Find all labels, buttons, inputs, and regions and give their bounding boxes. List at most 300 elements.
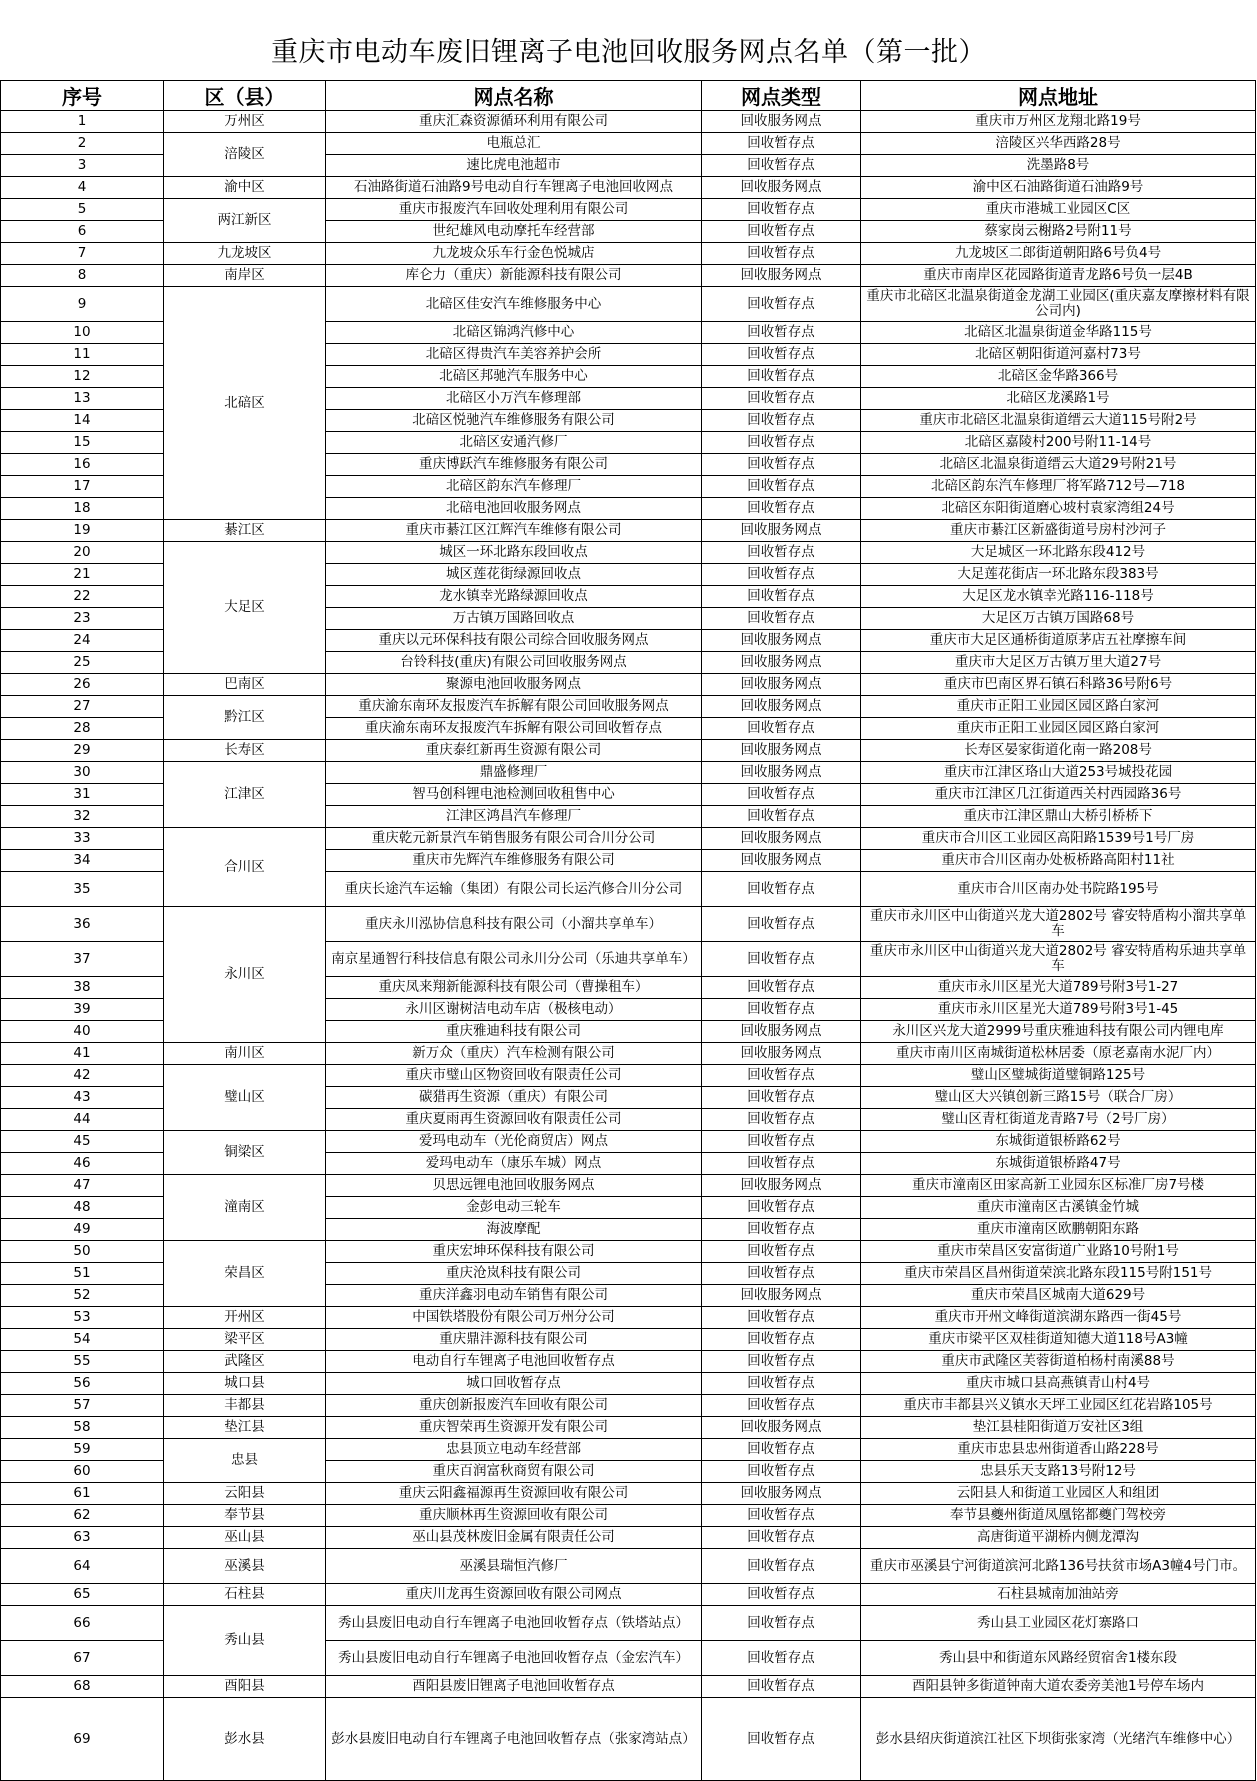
- cell-site-type: 回收暂存点: [702, 1219, 861, 1241]
- cell-site-address: 重庆市潼南区田家高新工业园东区标准厂房7号楼: [861, 1175, 1256, 1197]
- cell-site-type: 回收暂存点: [702, 1087, 861, 1109]
- cell-district: 涪陵区: [164, 133, 326, 177]
- cell-serial-number: 7: [1, 243, 164, 265]
- cell-site-name: 万古镇万国路回收点: [326, 608, 702, 630]
- cell-site-type: 回收服务网点: [702, 265, 861, 287]
- cell-district: 铜梁区: [164, 1131, 326, 1175]
- cell-site-name: 北碚区邦驰汽车服务中心: [326, 366, 702, 388]
- cell-site-address: 重庆市合川区南办处书院路195号: [861, 872, 1256, 907]
- cell-district: 黔江区: [164, 696, 326, 740]
- cell-district: 万州区: [164, 111, 326, 133]
- cell-site-address: 重庆市万州区龙翔北路19号: [861, 111, 1256, 133]
- cell-site-address: 重庆市开州文峰街道滨湖东路西一街45号: [861, 1307, 1256, 1329]
- cell-serial-number: 19: [1, 520, 164, 542]
- cell-serial-number: 10: [1, 322, 164, 344]
- cell-site-type: 回收暂存点: [702, 1461, 861, 1483]
- cell-site-type: 回收服务网点: [702, 1021, 861, 1043]
- cell-site-type: 回收服务网点: [702, 630, 861, 652]
- cell-site-address: 大足区万古镇万国路68号: [861, 608, 1256, 630]
- cell-site-address: 北碚区朝阳街道河嘉村73号: [861, 344, 1256, 366]
- table-row: [1, 243, 1256, 265]
- table-row: [1, 1307, 1256, 1329]
- cell-site-address: 重庆市南川区南城街道松林居委（原老嘉南水泥厂内）: [861, 1043, 1256, 1065]
- cell-site-address: 重庆市荣昌区昌州街道荣滨北路东段115号附151号: [861, 1263, 1256, 1285]
- cell-district: 渝中区: [164, 177, 326, 199]
- cell-district: 梁平区: [164, 1329, 326, 1351]
- cell-site-name: 彭水县废旧电动自行车锂离子电池回收暂存点（张家湾站点）: [326, 1698, 702, 1781]
- cell-site-type: 回收服务网点: [702, 1417, 861, 1439]
- table-row: [1, 199, 1256, 221]
- cell-serial-number: 41: [1, 1043, 164, 1065]
- cell-serial-number: 66: [1, 1606, 164, 1641]
- cell-site-name: 重庆雅迪科技有限公司: [326, 1021, 702, 1043]
- table-row: [1, 740, 1256, 762]
- table-row: [1, 1584, 1256, 1606]
- cell-site-address: 北碚区北温泉街道缙云大道29号附21号: [861, 454, 1256, 476]
- cell-site-type: 回收服务网点: [702, 674, 861, 696]
- cell-serial-number: 25: [1, 652, 164, 674]
- cell-serial-number: 53: [1, 1307, 164, 1329]
- cell-site-name: 贝思远锂电池回收服务网点: [326, 1175, 702, 1197]
- cell-district: 巫溪县: [164, 1549, 326, 1584]
- cell-site-type: 回收暂存点: [702, 1549, 861, 1584]
- cell-site-address: 北碚区北温泉街道金华路115号: [861, 322, 1256, 344]
- cell-site-name: 爱玛电动车（康乐车城）网点: [326, 1153, 702, 1175]
- cell-site-type: 回收暂存点: [702, 1263, 861, 1285]
- cell-district: 长寿区: [164, 740, 326, 762]
- cell-site-type: 回收暂存点: [702, 199, 861, 221]
- table-row: [1, 1527, 1256, 1549]
- cell-serial-number: 34: [1, 850, 164, 872]
- cell-district: 北碚区: [164, 287, 326, 520]
- cell-district: 荣昌区: [164, 1241, 326, 1307]
- cell-site-address: 重庆市武隆区芙蓉街道柏杨村南溪88号: [861, 1351, 1256, 1373]
- cell-site-name: 重庆云阳鑫福源再生资源回收有限公司: [326, 1483, 702, 1505]
- cell-serial-number: 1: [1, 111, 164, 133]
- cell-site-address: 重庆市正阳工业园区园区路白家河: [861, 718, 1256, 740]
- cell-site-address: 垫江县桂阳街道万安社区3组: [861, 1417, 1256, 1439]
- cell-serial-number: 23: [1, 608, 164, 630]
- cell-site-type: 回收暂存点: [702, 476, 861, 498]
- cell-site-type: 回收暂存点: [702, 977, 861, 999]
- cell-site-type: 回收暂存点: [702, 388, 861, 410]
- cell-site-name: 重庆汇森资源循环利用有限公司: [326, 111, 702, 133]
- cell-site-type: 回收服务网点: [702, 652, 861, 674]
- table-row: [1, 265, 1256, 287]
- cell-serial-number: 17: [1, 476, 164, 498]
- cell-serial-number: 63: [1, 1527, 164, 1549]
- cell-site-name: 重庆鼎沣源科技有限公司: [326, 1329, 702, 1351]
- cell-serial-number: 9: [1, 287, 164, 322]
- cell-site-address: 蔡家岗云榭路2号附11号: [861, 221, 1256, 243]
- cell-district: 綦江区: [164, 520, 326, 542]
- cell-site-name: 电动自行车锂离子电池回收暂存点: [326, 1351, 702, 1373]
- cell-site-address: 东城街道银桥路47号: [861, 1153, 1256, 1175]
- cell-district: 忠县: [164, 1439, 326, 1483]
- cell-site-address: 重庆市合川区南办处板桥路高阳村11社: [861, 850, 1256, 872]
- cell-serial-number: 33: [1, 828, 164, 850]
- cell-district: 丰都县: [164, 1395, 326, 1417]
- cell-site-type: 回收服务网点: [702, 520, 861, 542]
- cell-site-name: 秀山县废旧电动自行车锂离子电池回收暂存点（铁塔站点）: [326, 1606, 702, 1641]
- cell-serial-number: 38: [1, 977, 164, 999]
- table-row: [1, 1676, 1256, 1698]
- table-row: [1, 762, 1256, 784]
- cell-site-name: 重庆创新报废汽车回收有限公司: [326, 1395, 702, 1417]
- cell-site-type: 回收暂存点: [702, 872, 861, 907]
- cell-serial-number: 46: [1, 1153, 164, 1175]
- cell-district: 奉节县: [164, 1505, 326, 1527]
- cell-site-type: 回收服务网点: [702, 1043, 861, 1065]
- cell-district: 江津区: [164, 762, 326, 828]
- cell-serial-number: 24: [1, 630, 164, 652]
- cell-site-name: 重庆乾元新景汽车销售服务有限公司合川分公司: [326, 828, 702, 850]
- cell-site-name: 巫溪县瑞恒汽修厂: [326, 1549, 702, 1584]
- cell-site-address: 忠县乐天支路13号附12号: [861, 1461, 1256, 1483]
- cell-site-name: 碳猎再生资源（重庆）有限公司: [326, 1087, 702, 1109]
- cell-site-type: 回收暂存点: [702, 907, 861, 942]
- cell-site-name: 重庆长途汽车运输（集团）有限公司长运汽修合川分公司: [326, 872, 702, 907]
- cell-site-name: 重庆泰红新再生资源有限公司: [326, 740, 702, 762]
- cell-site-type: 回收服务网点: [702, 696, 861, 718]
- cell-site-type: 回收服务网点: [702, 1483, 861, 1505]
- cell-site-name: 爱玛电动车（光伦商贸店）网点: [326, 1131, 702, 1153]
- cell-site-type: 回收暂存点: [702, 366, 861, 388]
- cell-serial-number: 47: [1, 1175, 164, 1197]
- cell-district: 大足区: [164, 542, 326, 674]
- cell-district: 巫山县: [164, 1527, 326, 1549]
- cell-site-name: 北碚区小万汽车修理部: [326, 388, 702, 410]
- cell-serial-number: 6: [1, 221, 164, 243]
- cell-site-address: 重庆市大足区万古镇万里大道27号: [861, 652, 1256, 674]
- header-site-type: 网点类型: [702, 81, 861, 111]
- cell-serial-number: 67: [1, 1641, 164, 1676]
- table-row: [1, 1606, 1256, 1641]
- cell-site-type: 回收暂存点: [702, 1676, 861, 1698]
- cell-site-name: 重庆博跃汽车维修服务有限公司: [326, 454, 702, 476]
- cell-district: 南川区: [164, 1043, 326, 1065]
- cell-site-name: 台铃科技(重庆)有限公司回收服务网点: [326, 652, 702, 674]
- cell-site-type: 回收暂存点: [702, 784, 861, 806]
- cell-site-type: 回收暂存点: [702, 243, 861, 265]
- cell-site-name: 北碚电池回收服务网点: [326, 498, 702, 520]
- cell-site-type: 回收服务网点: [702, 828, 861, 850]
- cell-site-type: 回收服务网点: [702, 111, 861, 133]
- cell-serial-number: 14: [1, 410, 164, 432]
- table-row: [1, 1065, 1256, 1087]
- cell-site-type: 回收暂存点: [702, 432, 861, 454]
- cell-site-address: 重庆市潼南区古溪镇金竹城: [861, 1197, 1256, 1219]
- cell-site-address: 重庆市北碚区北温泉街道缙云大道115号附2号: [861, 410, 1256, 432]
- recycling-sites-table: [0, 80, 1256, 1781]
- cell-site-type: 回收暂存点: [702, 1197, 861, 1219]
- cell-site-address: 重庆市荣昌区安富街道广业路10号附1号: [861, 1241, 1256, 1263]
- table-row: [1, 1351, 1256, 1373]
- cell-serial-number: 21: [1, 564, 164, 586]
- table-row: [1, 520, 1256, 542]
- cell-site-name: 忠县顶立电动车经营部: [326, 1439, 702, 1461]
- cell-serial-number: 32: [1, 806, 164, 828]
- cell-site-type: 回收暂存点: [702, 608, 861, 630]
- cell-site-address: 重庆市江津区几江街道西关村西园路36号: [861, 784, 1256, 806]
- cell-site-address: 重庆市北碚区北温泉街道金龙湖工业园区(重庆嘉友摩擦材料有限公司内): [861, 287, 1256, 322]
- cell-district: 开州区: [164, 1307, 326, 1329]
- cell-site-address: 洗墨路8号: [861, 155, 1256, 177]
- cell-district: 九龙坡区: [164, 243, 326, 265]
- cell-site-type: 回收暂存点: [702, 806, 861, 828]
- cell-site-name: 重庆川龙再生资源回收有限公司网点: [326, 1584, 702, 1606]
- cell-site-address: 重庆市永川区中山街道兴龙大道2802号 睿安特盾构乐迪共享单车: [861, 942, 1256, 977]
- cell-serial-number: 68: [1, 1676, 164, 1698]
- cell-site-name: 重庆沧岚科技有限公司: [326, 1263, 702, 1285]
- cell-site-name: 北碚区佳安汽车维修服务中心: [326, 287, 702, 322]
- cell-serial-number: 35: [1, 872, 164, 907]
- cell-site-address: 北碚区嘉陵村200号附11-14号: [861, 432, 1256, 454]
- cell-serial-number: 39: [1, 999, 164, 1021]
- cell-serial-number: 40: [1, 1021, 164, 1043]
- cell-site-name: 城区莲花街绿源回收点: [326, 564, 702, 586]
- table-row: [1, 1439, 1256, 1461]
- cell-site-name: 重庆凤来翔新能源科技有限公司（曹操租车）: [326, 977, 702, 999]
- cell-site-address: 永川区兴龙大道2999号重庆雅迪科技有限公司内锂电库: [861, 1021, 1256, 1043]
- cell-site-name: 聚源电池回收服务网点: [326, 674, 702, 696]
- cell-site-address: 重庆市永川区中山街道兴龙大道2802号 睿安特盾构小溜共享单车: [861, 907, 1256, 942]
- cell-site-name: 巫山县茂林废旧金属有限责任公司: [326, 1527, 702, 1549]
- cell-site-type: 回收暂存点: [702, 1065, 861, 1087]
- cell-site-address: 重庆市合川区工业园区高阳路1539号1号厂房: [861, 828, 1256, 850]
- cell-serial-number: 57: [1, 1395, 164, 1417]
- cell-site-address: 重庆市梁平区双桂街道知德大道118号A3幢: [861, 1329, 1256, 1351]
- cell-serial-number: 42: [1, 1065, 164, 1087]
- cell-site-name: 金彭电动三轮车: [326, 1197, 702, 1219]
- table-body: [1, 111, 1256, 1781]
- cell-site-name: 重庆洋鑫羽电动车销售有限公司: [326, 1285, 702, 1307]
- cell-serial-number: 59: [1, 1439, 164, 1461]
- cell-site-type: 回收暂存点: [702, 1329, 861, 1351]
- cell-site-name: 城区一环北路东段回收点: [326, 542, 702, 564]
- cell-site-type: 回收暂存点: [702, 1307, 861, 1329]
- table-row: [1, 1549, 1256, 1584]
- cell-site-type: 回收暂存点: [702, 454, 861, 476]
- document-title: 重庆市电动车废旧锂离子电池回收服务网点名单（第一批）: [271, 37, 986, 68]
- cell-site-name: 重庆永川泓协信息科技有限公司（小溜共享单车）: [326, 907, 702, 942]
- cell-site-type: 回收服务网点: [702, 1285, 861, 1307]
- cell-site-type: 回收暂存点: [702, 1351, 861, 1373]
- cell-site-name: 鼎盛修理厂: [326, 762, 702, 784]
- cell-site-address: 渝中区石油路街道石油路9号: [861, 177, 1256, 199]
- cell-site-name: 重庆以元环保科技有限公司综合回收服务网点: [326, 630, 702, 652]
- cell-site-address: 东城街道银桥路62号: [861, 1131, 1256, 1153]
- cell-serial-number: 54: [1, 1329, 164, 1351]
- cell-serial-number: 48: [1, 1197, 164, 1219]
- cell-site-name: 北碚区韵东汽车修理厂: [326, 476, 702, 498]
- cell-serial-number: 15: [1, 432, 164, 454]
- cell-site-address: 璧山区青杠街道龙青路7号（2号厂房）: [861, 1109, 1256, 1131]
- cell-serial-number: 16: [1, 454, 164, 476]
- table-row: [1, 177, 1256, 199]
- cell-district: 彭水县: [164, 1698, 326, 1781]
- cell-site-name: 海波摩配: [326, 1219, 702, 1241]
- table-row: [1, 1131, 1256, 1153]
- cell-site-type: 回收服务网点: [702, 1175, 861, 1197]
- cell-serial-number: 20: [1, 542, 164, 564]
- cell-site-type: 回收暂存点: [702, 1109, 861, 1131]
- cell-serial-number: 29: [1, 740, 164, 762]
- header-site-address: 网点地址: [861, 81, 1256, 111]
- cell-site-type: 回收暂存点: [702, 155, 861, 177]
- cell-site-address: 重庆市南岸区花园路街道青龙路6号负一层4B: [861, 265, 1256, 287]
- cell-site-type: 回收暂存点: [702, 1698, 861, 1781]
- cell-site-address: 大足城区一环北路东段412号: [861, 542, 1256, 564]
- cell-site-name: 北碚区得贵汽车美容养护会所: [326, 344, 702, 366]
- cell-site-type: 回收暂存点: [702, 1241, 861, 1263]
- cell-serial-number: 69: [1, 1698, 164, 1781]
- cell-district: 云阳县: [164, 1483, 326, 1505]
- cell-site-name: 北碚区锦鸿汽修中心: [326, 322, 702, 344]
- cell-site-type: 回收暂存点: [702, 1606, 861, 1641]
- cell-serial-number: 61: [1, 1483, 164, 1505]
- cell-district: 潼南区: [164, 1175, 326, 1241]
- cell-site-address: 北碚区东阳街道磨心坡村袁家湾组24号: [861, 498, 1256, 520]
- cell-site-type: 回收暂存点: [702, 999, 861, 1021]
- cell-site-type: 回收暂存点: [702, 564, 861, 586]
- table-row: [1, 133, 1256, 155]
- cell-district: 城口县: [164, 1373, 326, 1395]
- cell-site-address: 重庆市大足区通桥街道原茅店五社摩擦车间: [861, 630, 1256, 652]
- cell-site-name: 重庆夏雨再生资源回收有限责任公司: [326, 1109, 702, 1131]
- table-row: [1, 1329, 1256, 1351]
- cell-site-name: 世纪雄风电动摩托车经营部: [326, 221, 702, 243]
- cell-site-address: 九龙坡区二郎街道朝阳路6号负4号: [861, 243, 1256, 265]
- cell-site-address: 重庆市永川区星光大道789号附3号1-45: [861, 999, 1256, 1021]
- cell-site-name: 电瓶总汇: [326, 133, 702, 155]
- cell-serial-number: 52: [1, 1285, 164, 1307]
- cell-site-type: 回收暂存点: [702, 344, 861, 366]
- cell-site-type: 回收暂存点: [702, 942, 861, 977]
- table-row: [1, 111, 1256, 133]
- cell-serial-number: 43: [1, 1087, 164, 1109]
- cell-site-type: 回收暂存点: [702, 133, 861, 155]
- cell-district: 璧山区: [164, 1065, 326, 1131]
- cell-site-name: 石油路街道石油路9号电动自行车锂离子电池回收网点: [326, 177, 702, 199]
- cell-serial-number: 62: [1, 1505, 164, 1527]
- cell-site-address: 重庆市永川区星光大道789号附3号1-27: [861, 977, 1256, 999]
- cell-district: 两江新区: [164, 199, 326, 243]
- cell-site-name: 重庆顺林再生资源回收有限公司: [326, 1505, 702, 1527]
- cell-site-address: 奉节县夔州街道凤凰铭都夔门驾校旁: [861, 1505, 1256, 1527]
- cell-site-name: 重庆渝东南环友报废汽车拆解有限公司回收暂存点: [326, 718, 702, 740]
- cell-site-name: 库仑力（重庆）新能源科技有限公司: [326, 265, 702, 287]
- cell-site-name: 重庆智荣再生资源开发有限公司: [326, 1417, 702, 1439]
- table-row: [1, 1395, 1256, 1417]
- cell-site-name: 速比虎电池超市: [326, 155, 702, 177]
- cell-serial-number: 4: [1, 177, 164, 199]
- cell-site-address: 秀山县工业园区花灯寨路口: [861, 1606, 1256, 1641]
- cell-serial-number: 55: [1, 1351, 164, 1373]
- cell-serial-number: 28: [1, 718, 164, 740]
- cell-site-type: 回收服务网点: [702, 740, 861, 762]
- cell-serial-number: 26: [1, 674, 164, 696]
- cell-site-address: 璧山区大兴镇创新三路15号（联合厂房）: [861, 1087, 1256, 1109]
- cell-site-address: 重庆市丰都县兴义镇水天坪工业园区红花岩路105号: [861, 1395, 1256, 1417]
- cell-site-address: 重庆市巫溪县宁河街道滨河北路136号扶贫市场A3幢4号门市。: [861, 1549, 1256, 1584]
- cell-site-name: 重庆渝东南环友报废汽车拆解有限公司回收服务网点: [326, 696, 702, 718]
- cell-site-type: 回收暂存点: [702, 1131, 861, 1153]
- cell-site-name: 重庆市报废汽车回收处理利用有限公司: [326, 199, 702, 221]
- cell-site-address: 高唐街道平湖桥内侧龙潭沟: [861, 1527, 1256, 1549]
- cell-site-address: 彭水县绍庆街道滨江社区下坝街张家湾（光绪汽车维修中心）: [861, 1698, 1256, 1781]
- cell-site-address: 秀山县中和街道东风路经贸宿舍1楼东段: [861, 1641, 1256, 1676]
- cell-site-name: 中国铁塔股份有限公司万州分公司: [326, 1307, 702, 1329]
- cell-site-name: 重庆百润富秋商贸有限公司: [326, 1461, 702, 1483]
- table-row: [1, 828, 1256, 850]
- cell-site-type: 回收暂存点: [702, 1373, 861, 1395]
- cell-district: 南岸区: [164, 265, 326, 287]
- cell-serial-number: 30: [1, 762, 164, 784]
- cell-site-address: 重庆市江津区鼎山大桥引桥桥下: [861, 806, 1256, 828]
- cell-site-type: 回收暂存点: [702, 718, 861, 740]
- cell-site-name: 重庆市璧山区物资回收有限责任公司: [326, 1065, 702, 1087]
- table-row: [1, 1241, 1256, 1263]
- table-row: [1, 696, 1256, 718]
- cell-site-address: 重庆市荣昌区城南大道629号: [861, 1285, 1256, 1307]
- cell-site-name: 城口回收暂存点: [326, 1373, 702, 1395]
- cell-site-name: 九龙坡众乐车行金色悦城店: [326, 243, 702, 265]
- cell-site-address: 重庆市港城工业园区C区: [861, 199, 1256, 221]
- cell-site-address: 北碚区金华路366号: [861, 366, 1256, 388]
- cell-serial-number: 56: [1, 1373, 164, 1395]
- cell-site-name: 重庆市先辉汽车维修服务有限公司: [326, 850, 702, 872]
- cell-site-address: 长寿区晏家街道化南一路208号: [861, 740, 1256, 762]
- cell-serial-number: 50: [1, 1241, 164, 1263]
- cell-site-type: 回收暂存点: [702, 1584, 861, 1606]
- cell-site-address: 石柱县城南加油站旁: [861, 1584, 1256, 1606]
- cell-serial-number: 65: [1, 1584, 164, 1606]
- cell-district: 垫江县: [164, 1417, 326, 1439]
- cell-district: 石柱县: [164, 1584, 326, 1606]
- cell-site-name: 永川区谢树洁电动车店（极核电动）: [326, 999, 702, 1021]
- table-row: [1, 542, 1256, 564]
- cell-site-name: 龙水镇幸光路绿源回收点: [326, 586, 702, 608]
- cell-serial-number: 60: [1, 1461, 164, 1483]
- cell-site-address: 重庆市忠县忠州街道香山路228号: [861, 1439, 1256, 1461]
- cell-serial-number: 5: [1, 199, 164, 221]
- cell-serial-number: 31: [1, 784, 164, 806]
- cell-serial-number: 13: [1, 388, 164, 410]
- table-row: [1, 1417, 1256, 1439]
- table-row: [1, 1043, 1256, 1065]
- cell-site-type: 回收服务网点: [702, 762, 861, 784]
- cell-serial-number: 49: [1, 1219, 164, 1241]
- cell-site-name: 江津区鸿昌汽车修理厂: [326, 806, 702, 828]
- cell-site-type: 回收服务网点: [702, 850, 861, 872]
- cell-site-name: 重庆市綦江区江辉汽车维修有限公司: [326, 520, 702, 542]
- cell-site-address: 大足莲花街店一环北路东段383号: [861, 564, 1256, 586]
- cell-site-type: 回收暂存点: [702, 1439, 861, 1461]
- cell-serial-number: 58: [1, 1417, 164, 1439]
- cell-site-address: 云阳县人和街道工业园区人和组团: [861, 1483, 1256, 1505]
- cell-serial-number: 45: [1, 1131, 164, 1153]
- cell-site-type: 回收暂存点: [702, 542, 861, 564]
- cell-site-name: 酉阳县废旧锂离子电池回收暂存点: [326, 1676, 702, 1698]
- table-row: [1, 907, 1256, 942]
- table-row: [1, 287, 1256, 322]
- cell-site-address: 重庆市城口县高燕镇青山村4号: [861, 1373, 1256, 1395]
- cell-serial-number: 27: [1, 696, 164, 718]
- cell-serial-number: 12: [1, 366, 164, 388]
- cell-site-name: 北碚区安通汽修厂: [326, 432, 702, 454]
- header-serial-number: 序号: [1, 81, 164, 111]
